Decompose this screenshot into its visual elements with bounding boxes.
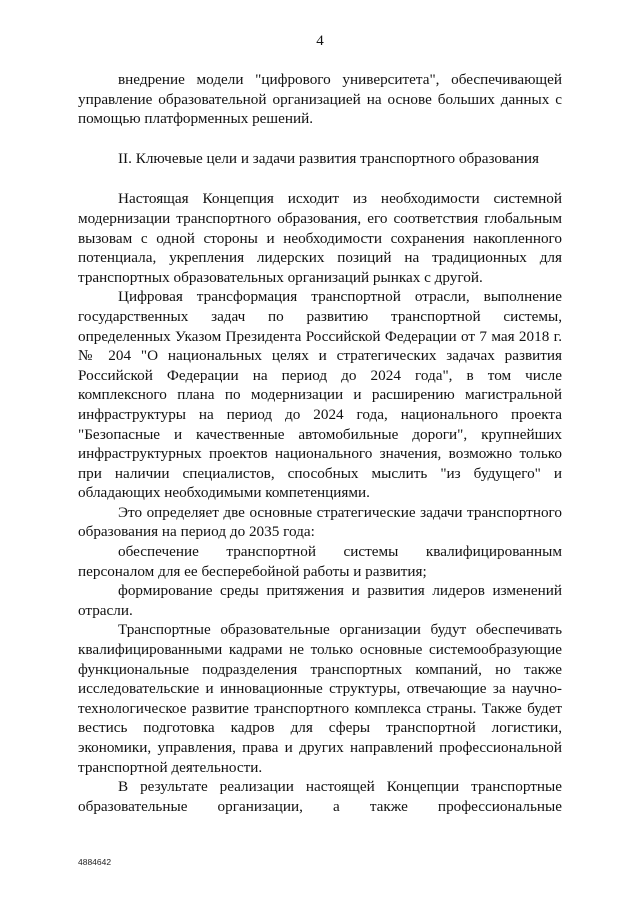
list-item: обеспечение транспортной системы квалифицированным персоналом для ее бесперебойной работы и развития;: [78, 543, 562, 580]
page-number: 4: [316, 33, 324, 49]
paragraph-continued: внедрение модели "цифрового университета", обеспечивающей управление образовательной организацией на основе больших данных с помощью платформенных решений.: [78, 71, 562, 128]
paragraph: Транспортные образовательные организации будут обеспечивать квалифицированными кадрами не только основные системообразующие функциональные подразделения транспортных компаний, но также исследовательские и инновационные структуры, отвечающие за научно-технологическое развитие транспортного комплекса страны. Также будет вестись подготовка кадров для сферы транспортной логистики, экономики, управления, права и других направлений профессиональной транспортной деятельности.: [78, 621, 562, 776]
paragraph: Это определяет две основные стратегические задачи транспортного образования на период до 2035 года:: [78, 503, 562, 541]
document-id: 4884642: [78, 857, 112, 867]
paragraph: В результате реализации настоящей Концепции транспортные образовательные организации, а также профессиональные: [78, 778, 562, 815]
spacer: [78, 168, 562, 189]
section-heading: II. Ключевые цели и задачи развития транспортного образования: [118, 149, 539, 167]
list-item: формирование среды притяжения и развития лидеров изменений отрасли.: [78, 582, 562, 619]
paragraph: Цифровая трансформация транспортной отрасли, выполнение государственных задач по развитию транспортной системы, определенных Указом Президента Российской Федерации от 7 мая 2018 г. № 204 "О национальных целях и стратегических задачах развития Российской Федерации на период до 2024 года", в том числе комплексного плана по модернизации и расширению магистральной инфраструктуры на период до 2024 года, национального проекта "Безопасные и качественные автомобильные дороги", крупнейших инфраструктурных проектов национального значения, возможно только при наличии специалистов, способных мыслить "из будущего" и обладающих необходимыми компетенциями.: [78, 288, 562, 502]
spacer: [78, 129, 562, 149]
document-body: [78, 70, 562, 816]
paragraph: Настоящая Концепция исходит из необходимости системной модернизации транспортного образования, его соответствия глобальным вызовам с одной стороны и необходимости сохранения накопленного потенциала, укрепления лидерских позиций на традиционных для транспортных образовательных организаций рынках с другой.: [78, 190, 562, 286]
